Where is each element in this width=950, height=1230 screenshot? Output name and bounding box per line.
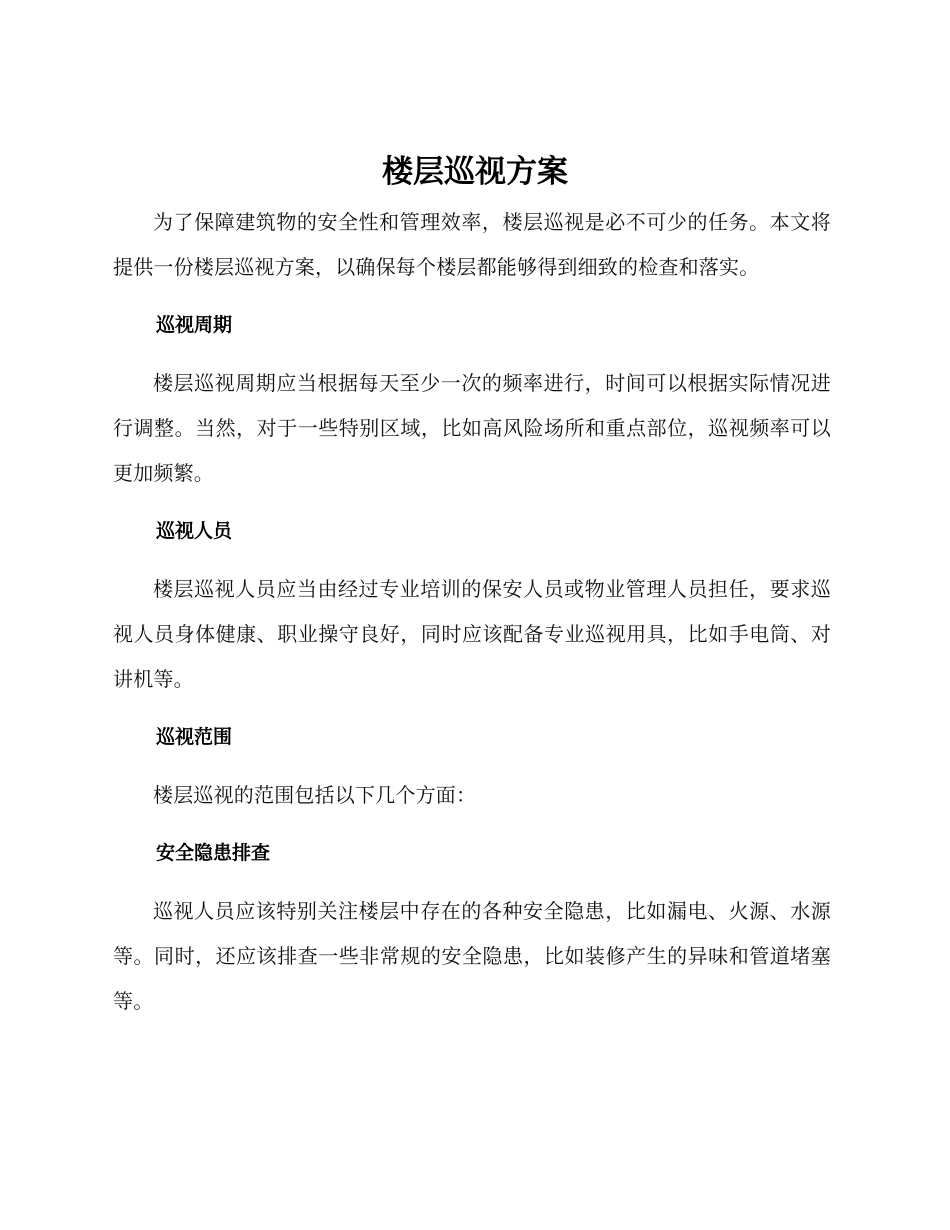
section-body-patrol-staff: 楼层巡视人员应当由经过专业培训的保安人员或物业管理人员担任，要求巡视人员身体健康、职业操守良好，同时应该配备专业巡视用具，比如手电筒、对讲机等。 <box>113 577 831 691</box>
intro-paragraph: 为了保障建筑物的安全性和管理效率，楼层巡视是必不可少的任务。本文将提供一份楼层巡视方案，以确保每个楼层都能够得到细致的检查和落实。 <box>113 210 831 279</box>
section-heading-safety-hazard-check: 安全隐患排查 <box>156 842 271 864</box>
section-body-safety-hazard-check: 巡视人员应该特别关注楼层中存在的各种安全隐患，比如漏电、火源、水源等。同时，还应该排查一些非常规的安全隐患，比如装修产生的异味和管道堵塞等。 <box>113 899 831 1013</box>
section-body-patrol-cycle: 楼层巡视周期应当根据每天至少一次的频率进行，时间可以根据实际情况进行调整。当然，对于一些特别区域，比如高风险场所和重点部位，巡视频率可以更加频繁。 <box>113 371 831 485</box>
section-heading-patrol-scope: 巡视范围 <box>156 726 233 748</box>
document-body <box>113 200 831 1024</box>
section-heading-patrol-cycle: 巡视周期 <box>156 314 233 336</box>
section-body-patrol-scope: 楼层巡视的范围包括以下几个方面： <box>153 783 477 807</box>
document-title: 楼层巡视方案 <box>382 154 568 190</box>
section-heading-patrol-staff: 巡视人员 <box>156 520 233 542</box>
